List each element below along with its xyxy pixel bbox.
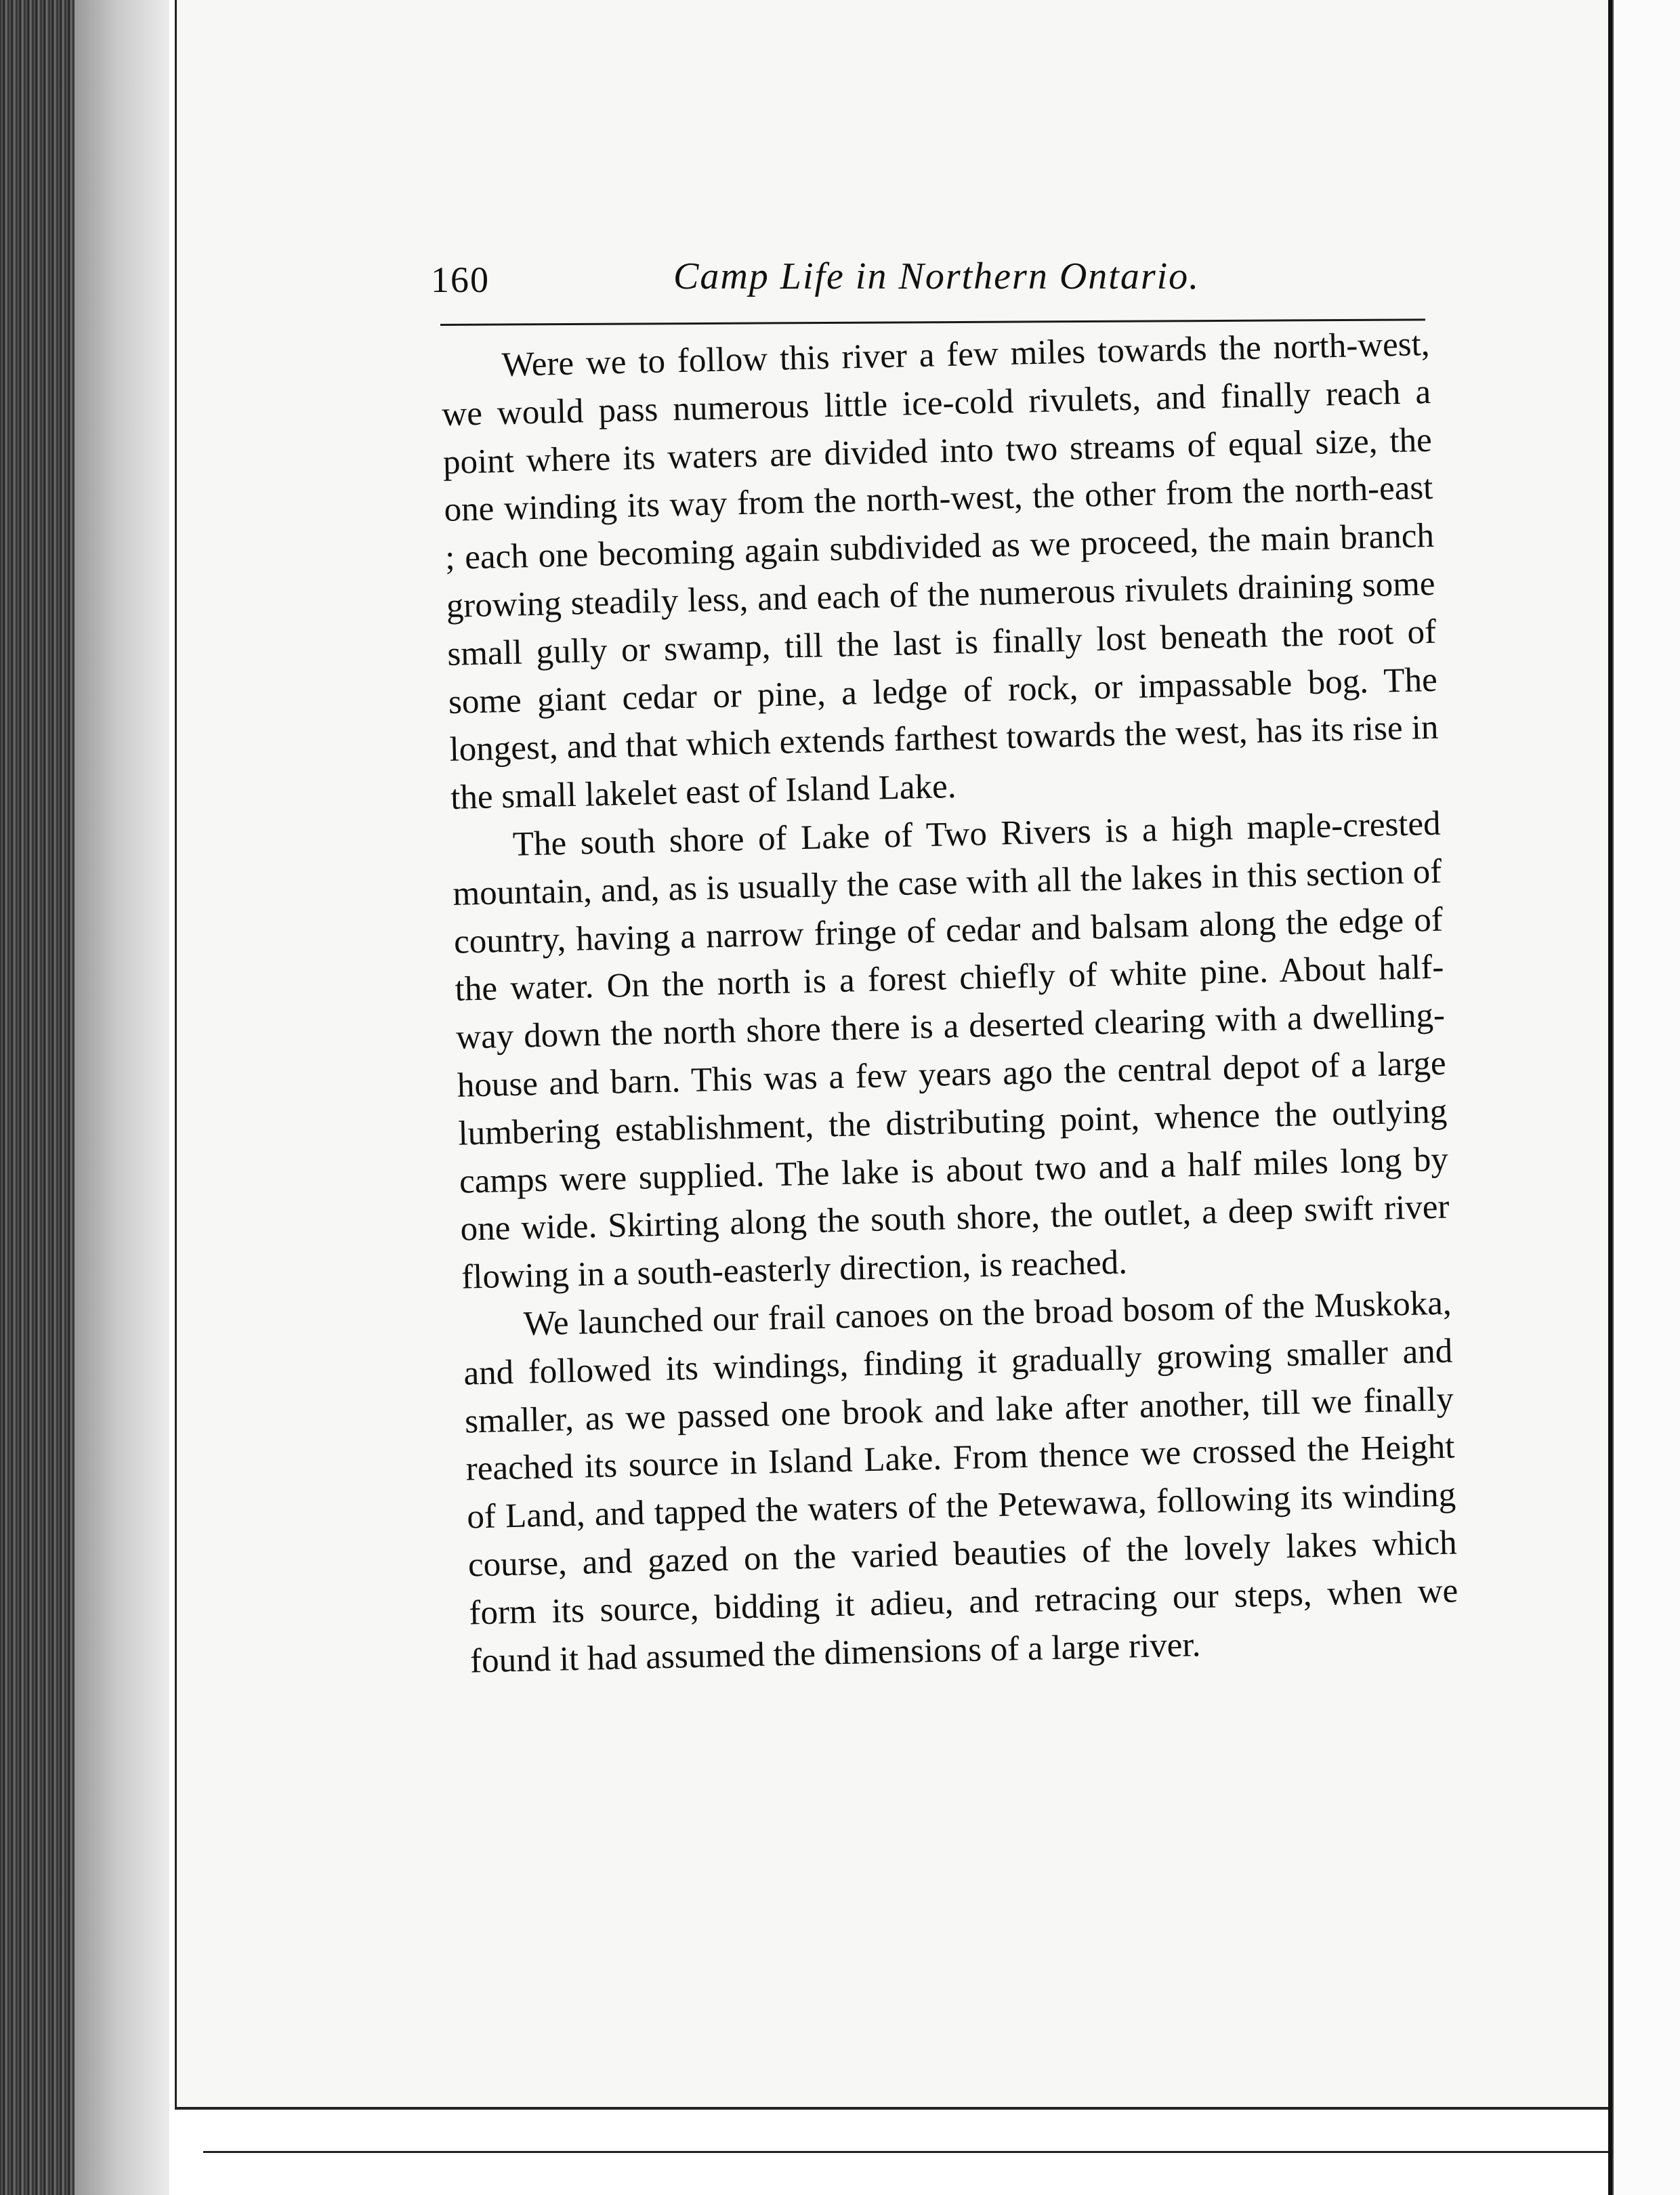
next-page-strip: [1612, 0, 1680, 2195]
running-title: Camp Life in Northern Ontario.: [673, 255, 1200, 297]
running-header: [431, 245, 1430, 320]
paragraph: We launched our frail canoes on the broad bosom of the Muskoka, and followed its windings, finding it gradually growing smaller and smaller, as we passed one brook and lake after another, till we finally reached its source in Island Lake. From thence we crossed the Height of Land, and tapped the waters of the Petewawa, following its winding course, and gazed on the varied beauties of the lovely lakes which form its source, bidding it adieu, and retracing our steps, when we found it had assumed the dimensions of a large river.: [463, 1284, 1458, 1681]
book-binding-edge: [0, 0, 75, 2195]
page-number: 160: [431, 259, 490, 300]
paragraph: Were we to follow this river a few miles towards the north-west, we would pass numerous little ice-cold rivulets, and finally reach a point where its waters are divided into two streams of equal size, the one winding its way from the north-west, the other from the north-east ; each one becoming again subdivided as we proceed, the main branch growing steadily less, and each of the numerous rivulets draining some small gully or swamp, till the last is finally lost beneath the root of some giant cedar or pine, a ledge of rock, or impassable bog. The longest, and that which extends farthest towards the west, has its rise in the small lakelet east of Island Lake.: [441, 325, 1439, 817]
page-bottom-edge: [203, 2151, 1612, 2153]
paragraph: The south shore of Lake of Two Rivers is a high maple-crested mountain, and, as is usually the case with all the lakes in this section of country, having a narrow fringe of cedar and balsam along the edge of the water. On the north is a forest chiefly of white pine. About half-way down the north shore there is a deserted clearing with a dwelling-house and barn. This was a few years ago the central depot of a large lumbering establishment, the distributing point, whence the outlying camps were supplied. The lake is about two and a half miles long by one wide. Skirting along the south shore, the outlet, a deep swift river flowing in a south-easterly direction, is reached.: [452, 804, 1450, 1297]
body-text: [440, 320, 1460, 1686]
binding-shadow: [75, 0, 169, 2195]
